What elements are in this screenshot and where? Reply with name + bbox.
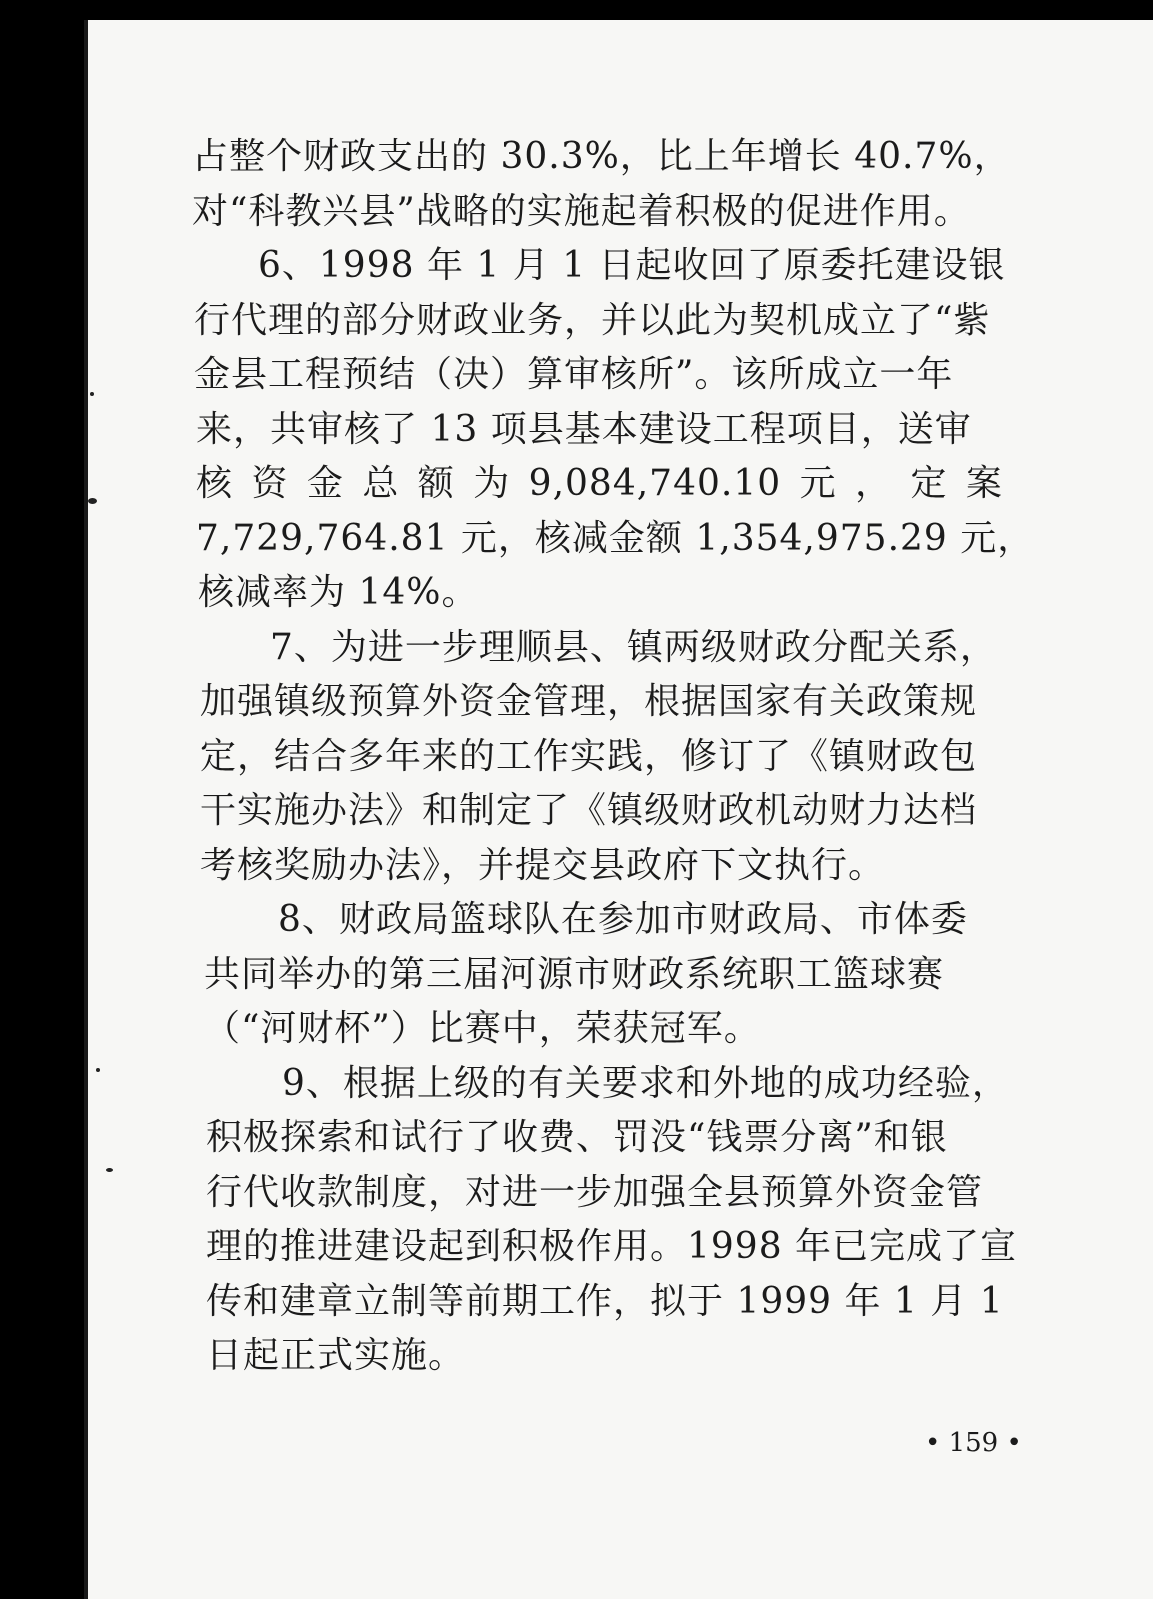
text-line: 6、1998 年 1 月 1 日起收回了原委托建设银 [258, 245, 1006, 286]
text-line: 定，结合多年来的工作实践，修订了《镇财政包 [200, 735, 978, 777]
text-line: 金县工程预结（决）算审核所”。该所成立一年 [194, 354, 954, 395]
text-line: 考核奖励办法》，并提交县政府下文执行。 [200, 844, 886, 886]
text-line: 占整个财政支出的 30.3%，比上年增长 40.7%， [192, 136, 1011, 177]
scan-speck [88, 498, 97, 504]
text-line: 7,729,764.81 元，核减金额 1,354,975.29 元， [196, 517, 1035, 559]
scan-border-left [0, 0, 84, 1599]
text-line: 行代理的部分财政业务，并以此为契机成立了“紫 [194, 299, 991, 341]
text-line: 核减率为 14%。 [198, 572, 479, 613]
text-line: 共同举办的第三届河源市财政系统职工篮球赛 [204, 953, 945, 995]
scan-speck [96, 1068, 100, 1072]
page-binding-edge [84, 20, 88, 1599]
text-line: 积极探索和试行了收费、罚没“钱票分离”和银 [206, 1117, 948, 1158]
text-line: 传和建章立制等前期工作，拟于 1999 年 1 月 1 [206, 1280, 1004, 1322]
scan-speck [90, 392, 94, 396]
text-line: 理的推进建设起到积极作用。1998 年已完成了宣 [206, 1226, 1018, 1267]
text-line: 8、财政局篮球队在参加市财政局、市体委 [278, 899, 968, 940]
text-line: 来，共审核了 13 项县基本建设工程项目，送审 [196, 408, 972, 450]
body-text [110, 130, 1035, 1384]
text-line: 9、根据上级的有关要求和外地的成功经验， [282, 1062, 1009, 1104]
page-number: • 159 • [925, 1428, 1022, 1458]
text-line: 行代收款制度，对进一步加强全县预算外资金管 [206, 1171, 984, 1213]
text-line: （“河财杯”）比赛中，荣获冠军。 [204, 1008, 761, 1049]
text-line: 核 资 金 总 额 为 9,084,740.10 元 ， 定 案 [196, 463, 1003, 504]
text-line: 7、为进一步理顺县、镇两级财政分配关系， [270, 626, 997, 668]
text-line: 加强镇级预算外资金管理，根据国家有关政策规 [200, 681, 978, 722]
scan-border-top [0, 0, 1153, 20]
text-line: 对“科教兴县”战略的实施起着积极的促进作用。 [192, 190, 971, 232]
text-line: 干实施办法》和制定了《镇级财政机动财力达档 [200, 790, 978, 831]
text-line: 日起正式实施。 [206, 1335, 466, 1376]
